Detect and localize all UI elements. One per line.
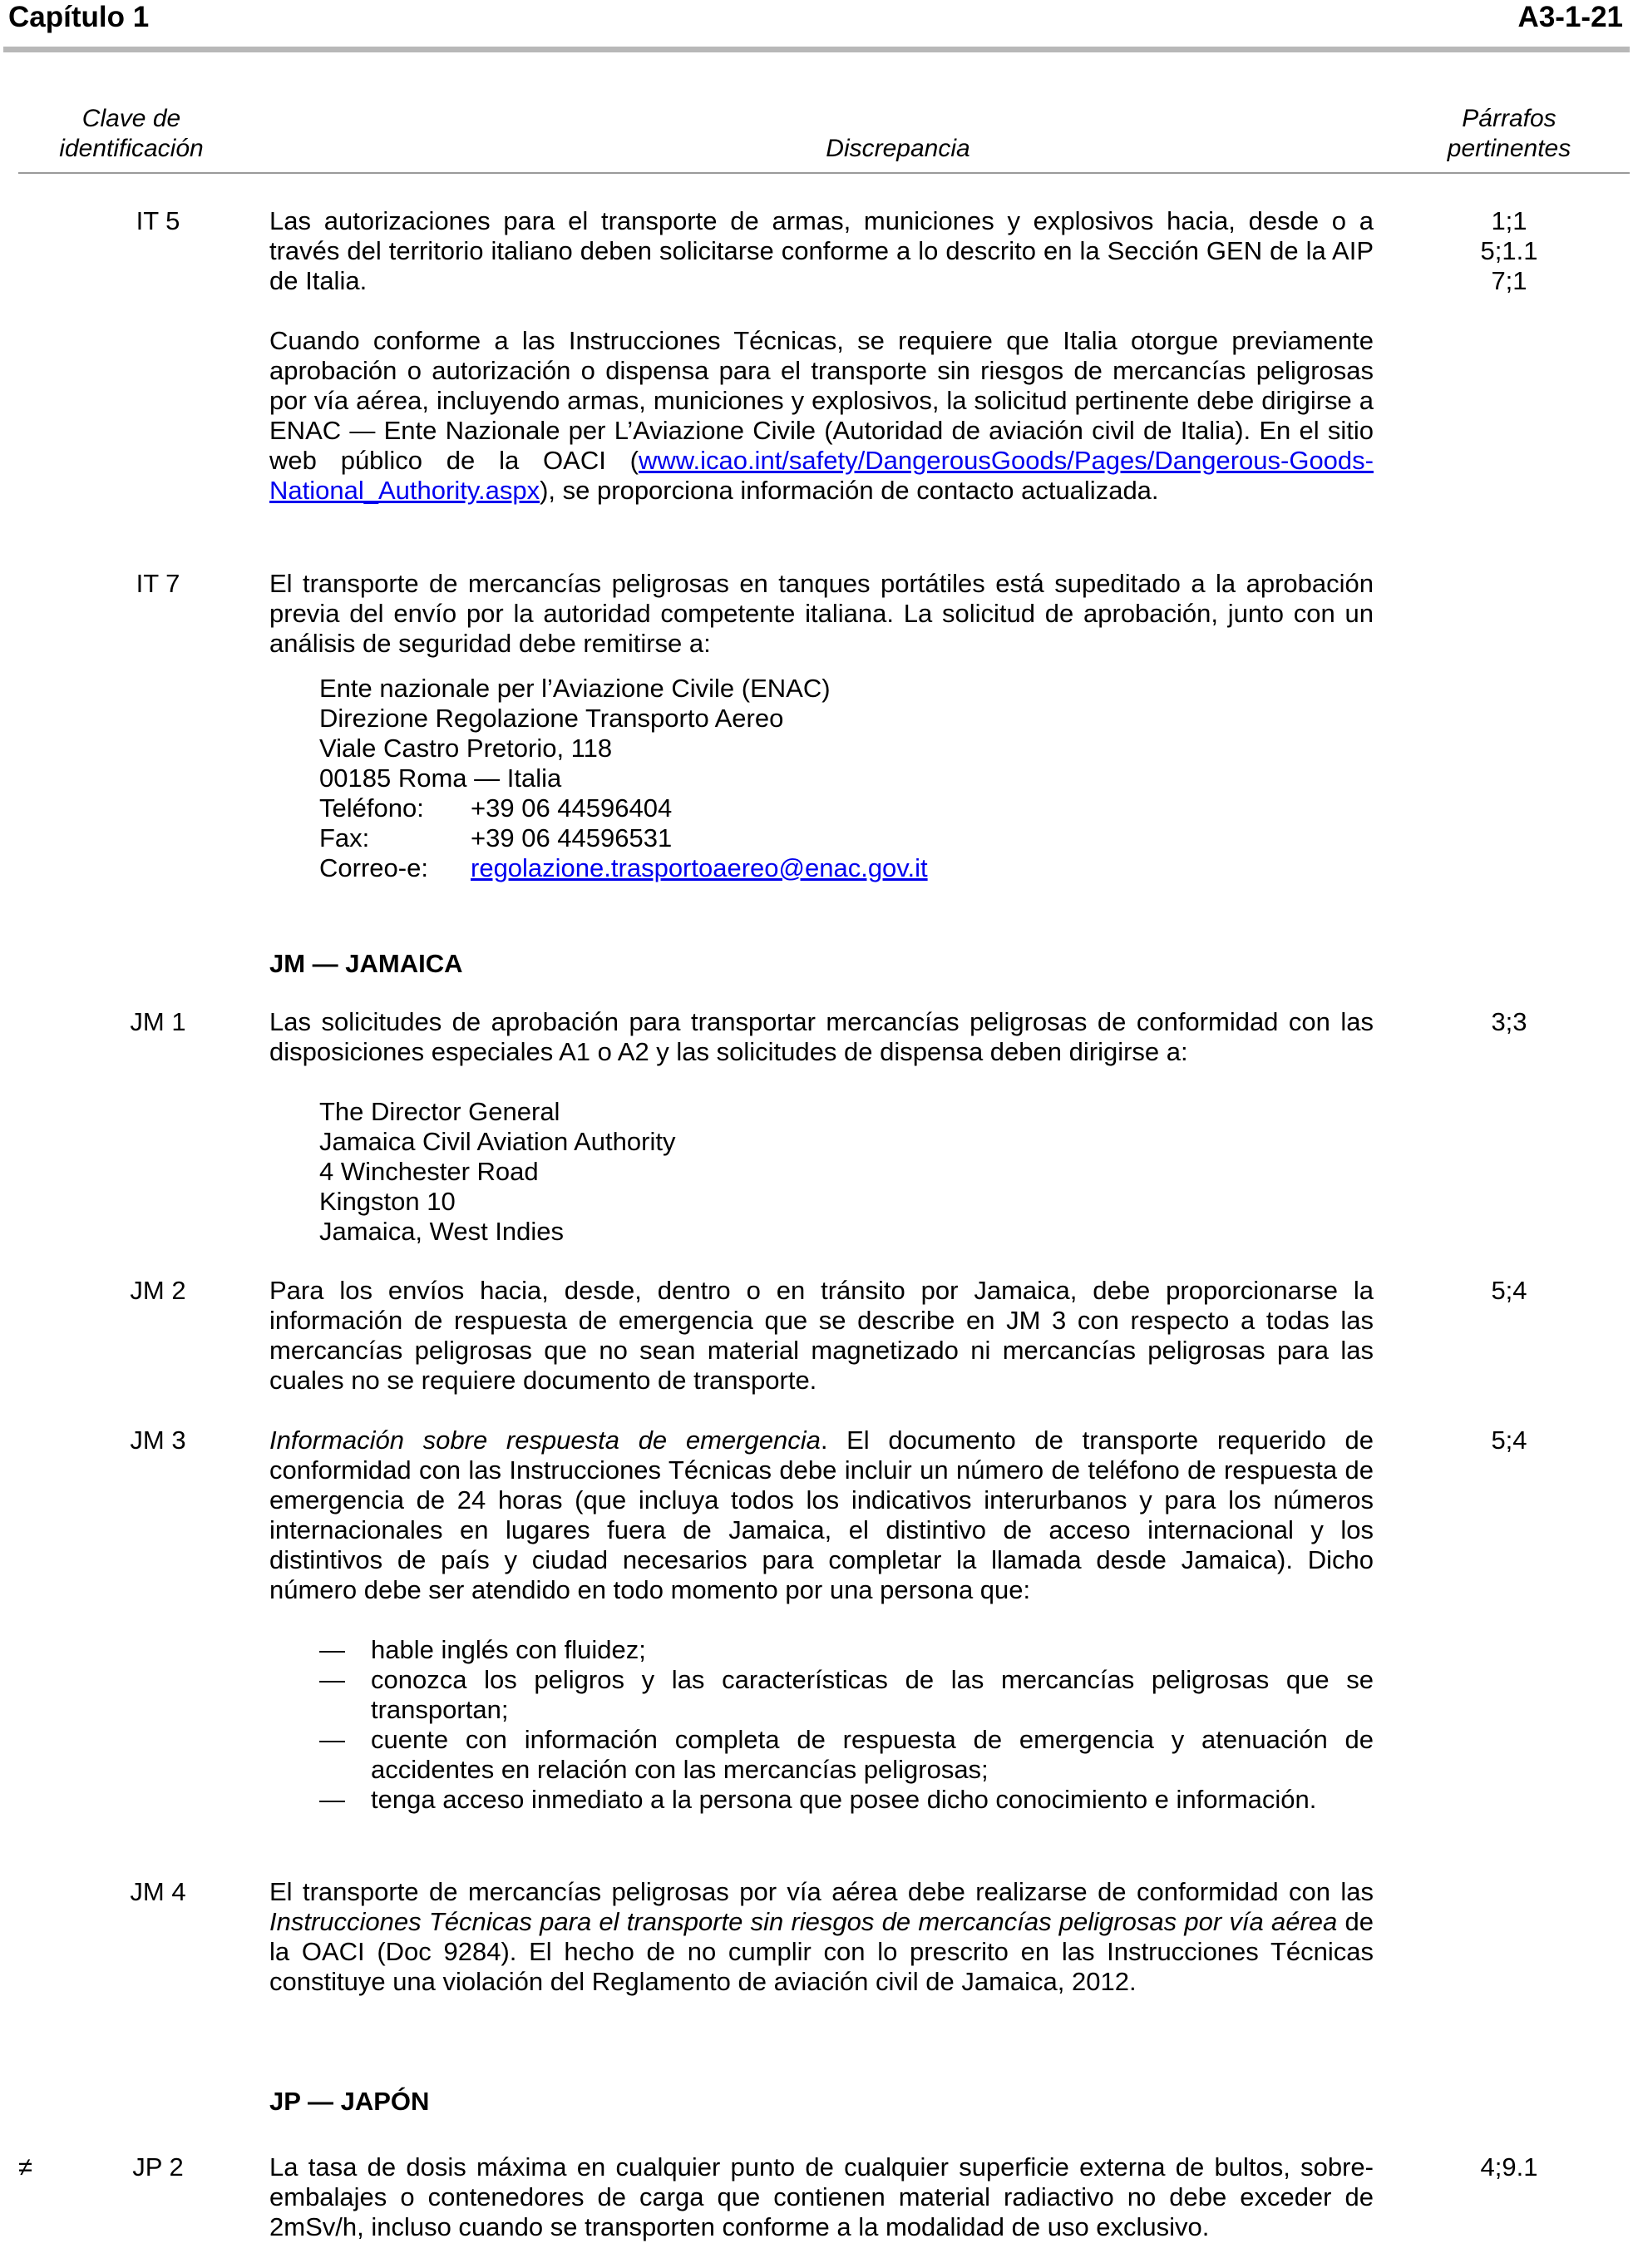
entry-body	[269, 206, 1374, 506]
entry-paragraph-refs	[1405, 206, 1613, 296]
entry-paragraph-refs: 5;4	[1491, 1276, 1527, 1305]
section-heading-japan: JP — JAPÓN	[269, 2087, 430, 2116]
paragraph-text: ), se proporciona información de contacto actualizada.	[540, 476, 1159, 505]
change-mark: ≠	[18, 2152, 33, 2182]
address-line: 4 Winchester Road	[319, 1157, 539, 1186]
paragraph-lead-in: Información sobre respuesta de emergencia	[269, 1426, 821, 1455]
header-rule	[3, 47, 1630, 52]
page-number: A3-1-21	[1517, 1, 1623, 33]
email-label: Correo-e:	[319, 853, 428, 882]
icao-dangerous-goods-link[interactable]: www.icao.int/safety/DangerousGoods/Pages/Dangerous-Goods-National_Authority.aspx	[269, 446, 1374, 505]
entry-paragraph	[269, 1426, 1374, 1605]
contact-address	[319, 1097, 1374, 1247]
fax-label: Fax:	[319, 823, 370, 852]
address-line: Viale Castro Pretorio, 118	[319, 734, 613, 763]
column-header-discrepancy: Discrepancia	[826, 135, 970, 162]
address-line: Ente nazionale per l’Aviazione Civile (ENAC)	[319, 674, 831, 703]
column-header-paragraphs	[1405, 104, 1613, 164]
entry-body	[269, 569, 1374, 883]
address-line: 00185 Roma — Italia	[319, 763, 562, 793]
entry-key: JM 3	[130, 1426, 186, 1455]
list-item: — hable inglés con fluidez;	[319, 1635, 1374, 1665]
column-header-key-line1: Clave de	[81, 105, 181, 132]
entry-body	[269, 1276, 1374, 1396]
column-header-rule	[18, 172, 1630, 174]
email-link[interactable]: regolazione.trasportoaereo@enac.gov.it	[471, 853, 928, 882]
chapter-heading: Capítulo 1	[8, 1, 150, 33]
address-line: Jamaica Civil Aviation Authority	[319, 1127, 676, 1156]
entry-paragraph-refs: 3;3	[1491, 1007, 1527, 1036]
entry-key: IT 7	[136, 569, 180, 598]
entry-paragraph	[269, 1877, 1374, 1997]
document-title: Instrucciones Técnicas para el transporte sin riesgos de mercancías peligrosas por vía aérea	[269, 1907, 1338, 1936]
list-item: — conozca los peligros y las características de las mercancías peligrosas que se transportan;	[319, 1665, 1374, 1725]
address-line: The Director General	[319, 1097, 560, 1126]
entry-body	[269, 2152, 1374, 2242]
entry-key: JM 4	[130, 1877, 186, 1906]
paragraph-text: Cuando conforme a las Instrucciones Técnicas, se requiere que Italia otorgue previamente aprobación o autorización o dispensa para el transporte sin riesgos de mercancías peligrosas por vía aérea, incluyendo armas, municiones y explosivos, la solicitud pertinente debe dirigirse a ENAC — Ente Nazionale per L’Aviazione Civile (Autoridad de aviación civil de Italia). En el sitio web público de la OACI (	[269, 326, 1374, 475]
entry-key: IT 5	[136, 206, 180, 235]
address-line: Kingston 10	[319, 1187, 456, 1216]
phone-line	[319, 793, 1374, 823]
paragraph-ref: 1;1	[1491, 206, 1527, 235]
column-header-paragraphs-line1: Párrafos	[1462, 105, 1557, 132]
fax-line	[319, 823, 1374, 853]
entry-paragraph-refs: 4;9.1	[1480, 2152, 1538, 2182]
entry-paragraph-refs: 5;4	[1491, 1426, 1527, 1455]
entry-key: JM 1	[130, 1007, 186, 1036]
section-heading-jamaica: JM — JAMAICA	[269, 949, 463, 978]
phone-label: Teléfono:	[319, 793, 424, 823]
requirements-list	[319, 1635, 1374, 1815]
column-header-key	[40, 104, 223, 164]
address-line: Direzione Regolazione Transporto Aereo	[319, 704, 784, 733]
fax-number: +39 06 44596531	[471, 823, 673, 852]
column-header-paragraphs-line2: pertinentes	[1447, 135, 1571, 162]
contact-address	[319, 674, 1374, 883]
entry-paragraph: El transporte de mercancías peligrosas en tanques portátiles está supeditado a la aprobación previa del envío por la autoridad competente italiana. La solicitud de aprobación, junto con un análisis de seguridad debe remitirse a:	[269, 569, 1374, 658]
entry-body	[269, 1007, 1374, 1247]
address-line: Jamaica, West Indies	[319, 1217, 565, 1246]
column-header-key-line2: identificación	[59, 135, 204, 162]
list-item: — tenga acceso inmediato a la persona que posee dicho conocimiento e información.	[319, 1785, 1374, 1815]
phone-number: +39 06 44596404	[471, 793, 673, 823]
entry-paragraph: Las solicitudes de aprobación para transportar mercancías peligrosas de conformidad con las disposiciones especiales A1 o A2 y las solicitudes de dispensa deben dirigirse a:	[269, 1007, 1374, 1066]
entry-key: JP 2	[132, 2152, 184, 2182]
entry-paragraph: Para los envíos hacia, desde, dentro o en tránsito por Jamaica, debe proporcionarse la información de respuesta de emergencia que se describe en JM 3 con respecto a todas las mercancías peligrosas que no sean material magnetizado ni mercancías peligrosas para las cuales no se requiere documento de transporte.	[269, 1276, 1374, 1395]
list-item: — cuente con información completa de respuesta de emergencia y atenuación de accidentes en relación con las mercancías peligrosas;	[319, 1725, 1374, 1785]
entry-paragraph: La tasa de dosis máxima en cualquier punto de cualquier superficie externa de bultos, sobre-embalajes o contenedores de carga que contienen material radiactivo no debe exceder de 2mSv/h, incluso cuando se transporten conforme a la modalidad de uso exclusivo.	[269, 2152, 1374, 2241]
paragraph-ref: 7;1	[1491, 266, 1527, 295]
entry-key: JM 2	[130, 1276, 186, 1305]
paragraph-ref: 5;1.1	[1480, 236, 1538, 265]
entry-body	[269, 1426, 1374, 1815]
paragraph-text: de la OACI (Doc 9284). El hecho de no cumplir con lo prescrito en las Instrucciones Técnicas constituye una violación del Reglamento de aviación civil de Jamaica, 2012.	[269, 1907, 1374, 1996]
entry-body	[269, 1877, 1374, 1997]
entry-paragraph: Las autorizaciones para el transporte de armas, municiones y explosivos hacia, desde o a través del territorio italiano deben solicitarse conforme a lo descrito en la Sección GEN de la AIP de Italia.	[269, 206, 1374, 295]
paragraph-text: El transporte de mercancías peligrosas por vía aérea debe realizarse de conformidad con las	[269, 1877, 1374, 1906]
paragraph-text: . El documento de transporte requerido de conformidad con las Instrucciones Técnicas debe incluir un número de teléfono de respuesta de emergencia de 24 horas (que incluya todos los indicativos interurbanos y para los números internacionales en lugares fuera de Jamaica, el distintivo de acceso internacional y los distintivos de país y ciudad necesarios para completar la llamada desde Jamaica). Dicho número debe ser atendido en todo momento por una persona que:	[269, 1426, 1374, 1604]
entry-paragraph	[269, 326, 1374, 506]
email-line	[319, 853, 1374, 883]
